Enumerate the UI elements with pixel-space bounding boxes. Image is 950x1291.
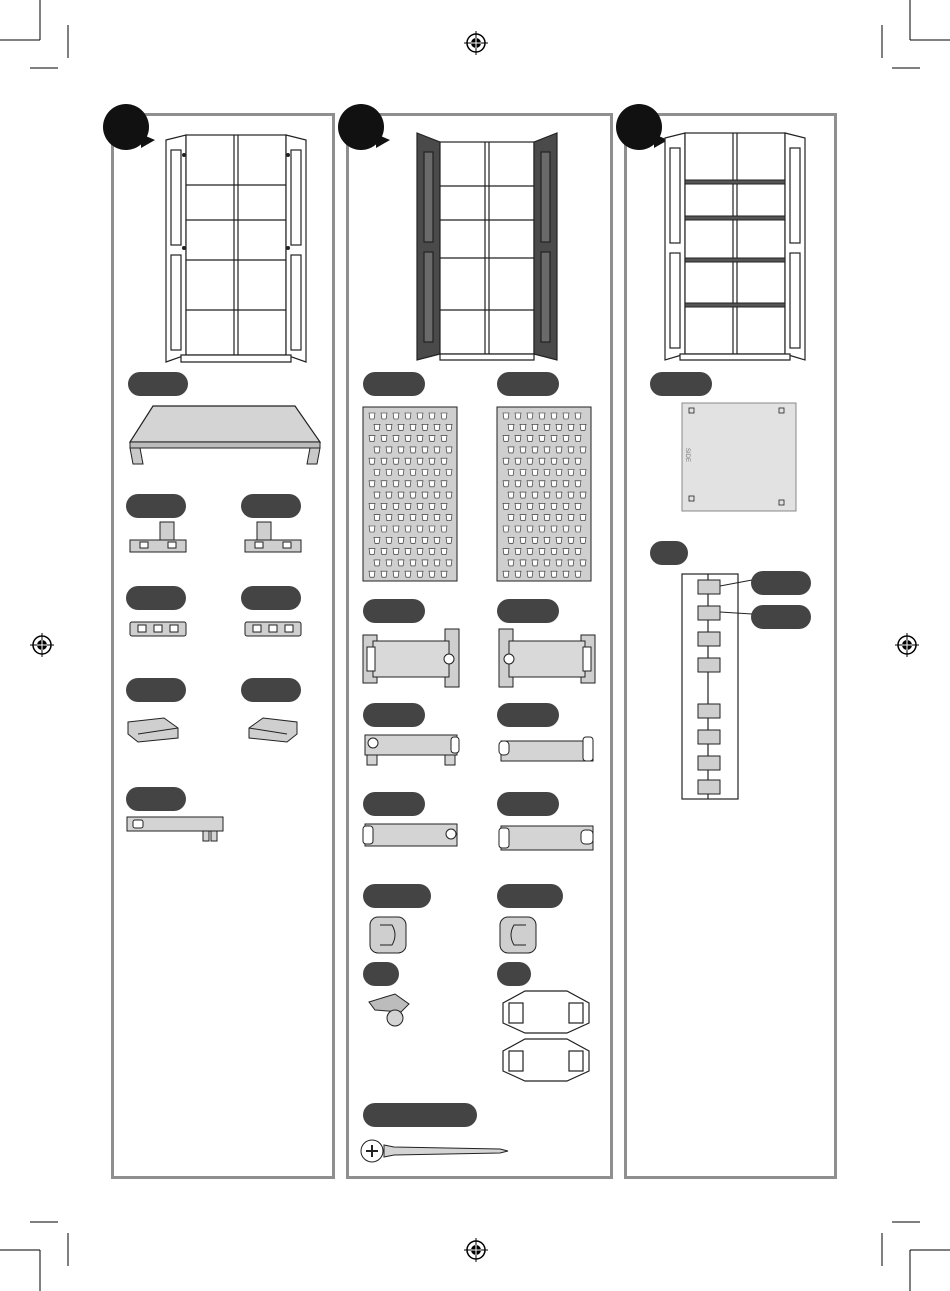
- perforation-hole: [446, 492, 452, 498]
- part-label-pill: [126, 494, 186, 518]
- perforation-hole: [563, 413, 569, 419]
- foot-part-left: [124, 714, 184, 744]
- perforation-hole: [556, 537, 562, 543]
- perforation-hole: [539, 571, 545, 577]
- perforation-hole: [508, 492, 514, 498]
- perforation-hole: [503, 503, 509, 509]
- perforation-hole: [441, 481, 447, 487]
- part-label-pill: [497, 703, 559, 727]
- perforation-hole: [398, 515, 404, 521]
- cabinet-illustration-2: [412, 128, 562, 388]
- perforation-hole: [580, 470, 586, 476]
- perforation-hole: [556, 470, 562, 476]
- perforation-hole: [575, 458, 581, 464]
- perforation-hole: [515, 481, 521, 487]
- perforation-hole: [515, 503, 521, 509]
- perforation-hole: [544, 424, 550, 430]
- perforation-hole: [434, 447, 440, 453]
- perforation-hole: [393, 436, 399, 442]
- perforation-hole: [422, 492, 428, 498]
- perforation-hole: [381, 549, 387, 555]
- perforation-hole: [580, 515, 586, 521]
- perforation-hole: [422, 537, 428, 543]
- back-panel-right: [496, 406, 592, 582]
- perforation-hole: [386, 492, 392, 498]
- perforation-hole: [503, 413, 509, 419]
- perforation-hole: [527, 526, 533, 532]
- perforation-hole: [422, 470, 428, 476]
- perforation-hole: [429, 526, 435, 532]
- perforation-hole: [441, 503, 447, 509]
- perforation-hole: [563, 481, 569, 487]
- perforation-hole: [381, 436, 387, 442]
- perforation-hole: [551, 549, 557, 555]
- perforation-hole: [429, 549, 435, 555]
- perforation-hole: [369, 481, 375, 487]
- perforation-hole: [441, 436, 447, 442]
- part-label-pill: [650, 372, 712, 396]
- perforation-hole: [417, 413, 423, 419]
- perforation-hole: [410, 492, 416, 498]
- part-label-pill: [363, 372, 425, 396]
- perforation-hole: [532, 447, 538, 453]
- perforation-hole: [563, 458, 569, 464]
- perforation-hole: [544, 515, 550, 521]
- perforation-hole: [563, 571, 569, 577]
- perforation-hole: [532, 560, 538, 566]
- part-label-pill: [363, 599, 425, 623]
- perforation-hole: [568, 470, 574, 476]
- perforation-hole: [369, 413, 375, 419]
- perforation-hole: [393, 481, 399, 487]
- perforation-hole: [544, 537, 550, 543]
- perforation-hole: [441, 413, 447, 419]
- perforation-hole: [381, 526, 387, 532]
- perforation-hole: [393, 413, 399, 419]
- part-label-pill: [126, 678, 186, 702]
- perforation-hole: [381, 413, 387, 419]
- perforation-hole: [580, 492, 586, 498]
- perforation-hole: [405, 549, 411, 555]
- perforation-hole: [434, 537, 440, 543]
- part-label-pill: [497, 599, 559, 623]
- perforation-hole: [441, 549, 447, 555]
- perforation-hole: [503, 571, 509, 577]
- perforation-hole: [381, 458, 387, 464]
- hinge-part-right: [243, 520, 303, 556]
- perforation-hole: [575, 481, 581, 487]
- perforation-hole: [508, 470, 514, 476]
- part-label-pill: [241, 678, 301, 702]
- perforation-hole: [410, 560, 416, 566]
- perforation-hole: [441, 526, 447, 532]
- hinge-part-left: [128, 520, 188, 556]
- perforation-hole: [563, 436, 569, 442]
- registration-target-bottom: [464, 1238, 488, 1262]
- perforation-hole: [374, 537, 380, 543]
- registration-target-top: [464, 31, 488, 55]
- cabinet-illustration-3: [660, 128, 810, 388]
- perforation-hole: [374, 515, 380, 521]
- top-frame-right: [497, 627, 597, 691]
- perforation-hole: [398, 537, 404, 543]
- perforation-hole: [503, 436, 509, 442]
- perforation-hole: [568, 560, 574, 566]
- perforation-hole: [422, 447, 428, 453]
- perforation-hole: [508, 515, 514, 521]
- perforation-hole: [405, 413, 411, 419]
- side-panel-part: [681, 402, 797, 512]
- registration-target-left: [30, 633, 54, 657]
- cabinet-illustration-1: [161, 130, 311, 390]
- perforation-hole: [434, 515, 440, 521]
- perforation-hole: [374, 470, 380, 476]
- perforation-hole: [508, 424, 514, 430]
- perforation-hole: [520, 515, 526, 521]
- perforation-hole: [429, 436, 435, 442]
- perforation-hole: [503, 458, 509, 464]
- perforation-hole: [568, 515, 574, 521]
- part-label-pill: [363, 703, 425, 727]
- perforation-hole: [527, 549, 533, 555]
- part-label-pill: [497, 792, 559, 816]
- perforation-hole: [405, 436, 411, 442]
- perforation-hole: [374, 424, 380, 430]
- perforation-hole: [429, 503, 435, 509]
- perforation-hole: [434, 492, 440, 498]
- perforation-hole: [374, 560, 380, 566]
- perforation-hole: [398, 492, 404, 498]
- perforation-hole: [405, 503, 411, 509]
- bracket-part-2: [497, 731, 597, 767]
- bracket-part-1: [361, 731, 461, 767]
- step-marker-2: [338, 104, 384, 150]
- perforation-hole: [369, 526, 375, 532]
- perforation-hole: [544, 470, 550, 476]
- back-panel-left: [362, 406, 458, 582]
- perforation-hole: [386, 515, 392, 521]
- connector-part-right: [243, 618, 303, 640]
- part-label-pill: [497, 884, 563, 908]
- perforation-hole: [539, 458, 545, 464]
- perforation-hole: [515, 571, 521, 577]
- perforation-hole: [580, 560, 586, 566]
- perforation-hole: [515, 458, 521, 464]
- part-label-pill: [497, 372, 559, 396]
- perforation-hole: [429, 481, 435, 487]
- perforation-hole: [398, 560, 404, 566]
- perforation-hole: [544, 492, 550, 498]
- step-marker-3: [616, 104, 662, 150]
- perforation-hole: [539, 413, 545, 419]
- perforation-hole: [508, 537, 514, 543]
- top-frame-left: [361, 627, 461, 691]
- perforation-hole: [410, 537, 416, 543]
- perforation-hole: [393, 571, 399, 577]
- perforation-hole: [369, 458, 375, 464]
- perforation-hole: [520, 492, 526, 498]
- perforation-hole: [386, 424, 392, 430]
- perforation-hole: [575, 549, 581, 555]
- perforation-hole: [410, 424, 416, 430]
- perforation-hole: [410, 515, 416, 521]
- perforation-hole: [374, 447, 380, 453]
- perforation-hole: [441, 458, 447, 464]
- perforation-hole: [374, 492, 380, 498]
- perforation-hole: [434, 560, 440, 566]
- foot-part-right: [243, 714, 303, 744]
- perforation-hole: [369, 549, 375, 555]
- perforation-hole: [405, 526, 411, 532]
- perforation-hole: [520, 537, 526, 543]
- perforation-hole: [369, 571, 375, 577]
- perforation-hole: [422, 424, 428, 430]
- perforation-hole: [556, 515, 562, 521]
- spacer-grid-part: [497, 987, 597, 1087]
- perforation-hole: [381, 481, 387, 487]
- part-label-pill: [363, 792, 425, 816]
- perforation-hole: [434, 470, 440, 476]
- screw-label-pill: [363, 1103, 477, 1127]
- perforation-hole: [515, 436, 521, 442]
- perforation-hole: [405, 481, 411, 487]
- perforation-hole: [575, 436, 581, 442]
- perforation-hole: [551, 413, 557, 419]
- perforation-hole: [441, 571, 447, 577]
- perforation-hole: [544, 560, 550, 566]
- perforation-hole: [563, 549, 569, 555]
- perforation-hole: [556, 492, 562, 498]
- perforation-hole: [568, 492, 574, 498]
- perforation-hole: [532, 537, 538, 543]
- perforation-hole: [551, 571, 557, 577]
- perforation-hole: [422, 515, 428, 521]
- perforation-hole: [446, 470, 452, 476]
- perforation-hole: [551, 481, 557, 487]
- perforation-hole: [580, 424, 586, 430]
- perforation-hole: [503, 481, 509, 487]
- perforation-hole: [551, 503, 557, 509]
- perforation-hole: [422, 560, 428, 566]
- perforation-hole: [568, 424, 574, 430]
- perforation-hole: [544, 447, 550, 453]
- perforation-hole: [527, 413, 533, 419]
- perforation-hole: [551, 458, 557, 464]
- perforation-hole: [539, 549, 545, 555]
- perforation-hole: [386, 537, 392, 543]
- perforation-hole: [503, 549, 509, 555]
- perforation-hole: [393, 549, 399, 555]
- perforation-hole: [575, 413, 581, 419]
- perforation-hole: [551, 436, 557, 442]
- perforation-hole: [417, 503, 423, 509]
- perforation-hole: [539, 481, 545, 487]
- perforation-hole: [503, 526, 509, 532]
- perforation-hole: [539, 526, 545, 532]
- perforation-hole: [556, 560, 562, 566]
- perforation-hole: [563, 503, 569, 509]
- perforation-hole: [532, 515, 538, 521]
- perforation-hole: [539, 503, 545, 509]
- part-label-pill: [363, 884, 431, 908]
- perforation-hole: [386, 447, 392, 453]
- perforation-hole: [580, 537, 586, 543]
- perforation-hole: [369, 436, 375, 442]
- perforation-hole: [446, 560, 452, 566]
- perforation-hole: [527, 436, 533, 442]
- perforation-hole: [551, 526, 557, 532]
- perforation-hole: [410, 447, 416, 453]
- perforation-hole: [398, 470, 404, 476]
- perforation-hole: [446, 424, 452, 430]
- perforation-hole: [398, 424, 404, 430]
- perforation-hole: [527, 458, 533, 464]
- perforation-hole: [417, 458, 423, 464]
- perforation-hole: [386, 470, 392, 476]
- perforation-hole: [446, 515, 452, 521]
- part-label-pill: [241, 494, 301, 518]
- part-label-pill: [241, 586, 301, 610]
- clip-part-right: [498, 915, 538, 955]
- screw-part: [360, 1137, 510, 1167]
- perforation-hole: [532, 470, 538, 476]
- hinge-sprue-part: [678, 572, 798, 802]
- part-label-pill: [363, 962, 399, 986]
- part-label-pill: [126, 586, 186, 610]
- perforation-hole: [539, 436, 545, 442]
- perforation-hole: [393, 503, 399, 509]
- perforation-hole: [381, 503, 387, 509]
- perforation-hole: [527, 571, 533, 577]
- registration-target-right: [895, 633, 919, 657]
- clip-part-left: [368, 915, 408, 955]
- perforation-hole: [393, 526, 399, 532]
- bracket-part-3: [361, 820, 461, 856]
- perforation-hole: [393, 458, 399, 464]
- perforation-hole: [417, 526, 423, 532]
- step-marker-1: [103, 104, 149, 150]
- shelf-part: [125, 402, 325, 472]
- perforation-hole: [568, 447, 574, 453]
- perforation-hole: [508, 447, 514, 453]
- perforation-hole: [556, 447, 562, 453]
- perforation-hole: [575, 503, 581, 509]
- perforation-hole: [508, 560, 514, 566]
- perforation-hole: [527, 481, 533, 487]
- perforation-hole: [410, 470, 416, 476]
- perforation-hole: [527, 503, 533, 509]
- perforation-hole: [405, 571, 411, 577]
- perforation-hole: [429, 413, 435, 419]
- perforation-hole: [568, 537, 574, 543]
- perforation-hole: [515, 526, 521, 532]
- perforation-hole: [417, 481, 423, 487]
- part-label-pill: [650, 541, 688, 565]
- side-label: SIDE: [684, 447, 691, 463]
- perforation-hole: [580, 447, 586, 453]
- latch-part: [365, 990, 415, 1030]
- part-label-pill: [128, 372, 188, 396]
- perforation-hole: [446, 537, 452, 543]
- perforation-hole: [398, 447, 404, 453]
- perforation-hole: [575, 526, 581, 532]
- perforation-hole: [515, 413, 521, 419]
- perforation-hole: [434, 424, 440, 430]
- perforation-hole: [520, 470, 526, 476]
- perforation-hole: [369, 503, 375, 509]
- perforation-hole: [556, 424, 562, 430]
- part-label-pill: [126, 787, 186, 811]
- perforation-hole: [563, 526, 569, 532]
- part-label-pill: [497, 962, 531, 986]
- bracket-part-4: [497, 820, 597, 856]
- connector-part-left: [128, 618, 188, 640]
- perforation-hole: [417, 436, 423, 442]
- perforation-hole: [381, 571, 387, 577]
- perforation-hole: [532, 424, 538, 430]
- perforation-hole: [417, 571, 423, 577]
- perforation-hole: [520, 560, 526, 566]
- perforation-hole: [446, 447, 452, 453]
- perforation-hole: [520, 447, 526, 453]
- perforation-hole: [405, 458, 411, 464]
- perforation-hole: [515, 549, 521, 555]
- perforation-hole: [386, 560, 392, 566]
- perforation-hole: [417, 549, 423, 555]
- perforation-hole: [429, 458, 435, 464]
- rail-part: [125, 815, 225, 843]
- perforation-hole: [429, 571, 435, 577]
- perforation-hole: [520, 424, 526, 430]
- perforation-hole: [532, 492, 538, 498]
- perforation-hole: [575, 571, 581, 577]
